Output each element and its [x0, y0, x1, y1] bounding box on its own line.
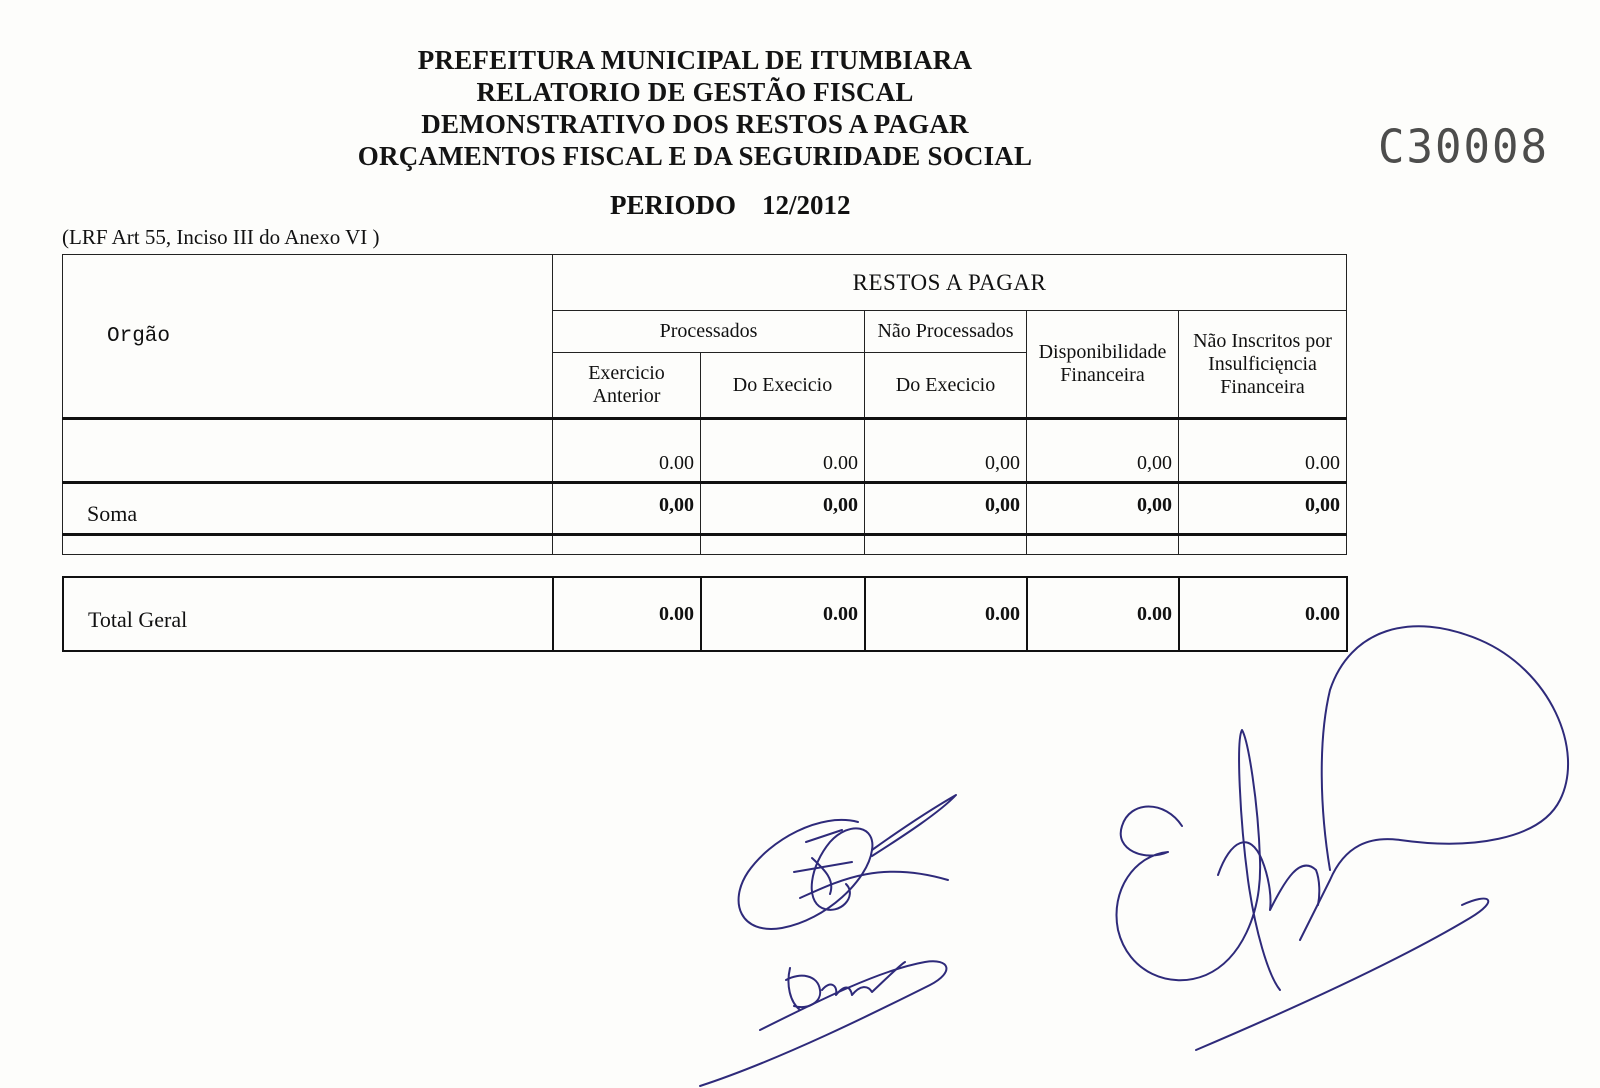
page-number-stamp: C30008	[1378, 120, 1549, 175]
heading-line-report: RELATORIO DE GESTÃO FISCAL	[476, 77, 914, 107]
soma-value: 0,00	[1179, 483, 1347, 535]
orgao-header: Orgão	[63, 255, 553, 419]
total-value: 0.00	[553, 577, 701, 651]
nao-inscritos-header: Não Inscritos por Insulficięncia Financeira	[1179, 311, 1347, 419]
do-exercicio-processados-header: Do Execicio	[701, 353, 865, 419]
cell-value: 0.00	[701, 419, 865, 483]
period-label: PERIODO	[610, 190, 737, 220]
legal-reference: (LRF Art 55, Inciso III do Anexo VI )	[62, 225, 380, 249]
period-value: 12/2012	[762, 190, 851, 220]
total-value: 0.00	[865, 577, 1027, 651]
soma-value: 0,00	[865, 483, 1027, 535]
heading-line-budgets: ORÇAMENTOS FISCAL E DA SEGURIDADE SOCIAL	[357, 141, 1033, 171]
heading-line-statement: DEMONSTRATIVO DOS RESTOS A PAGAR	[421, 109, 969, 139]
restos-a-pagar-header: RESTOS A PAGAR	[553, 255, 1347, 311]
total-value: 0.00	[1027, 577, 1179, 651]
soma-value: 0,00	[701, 483, 865, 535]
signature-right	[1116, 626, 1568, 1050]
soma-value: 0,00	[1027, 483, 1179, 535]
exercicio-anterior-header: Exercicio Anterior	[553, 353, 701, 419]
processados-header: Processados	[553, 311, 865, 353]
soma-value: 0,00	[553, 483, 701, 535]
nao-processados-header: Não Processados	[865, 311, 1027, 353]
total-value: 0.00	[1179, 577, 1347, 651]
total-geral-label: Total Geral	[63, 577, 553, 651]
cell-value: 0.00	[553, 419, 701, 483]
total-value: 0.00	[701, 577, 865, 651]
cell-value: 0.00	[1179, 419, 1347, 483]
signature-left	[700, 795, 956, 1086]
cell-value: 0,00	[1027, 419, 1179, 483]
cell-value: 0,00	[865, 419, 1027, 483]
disponibilidade-header: Disponibilidade Financeira	[1027, 311, 1179, 419]
soma-label: Soma	[63, 483, 553, 535]
heading-line-municipality: PREFEITURA MUNICIPAL DE ITUMBIARA	[417, 45, 973, 75]
do-exercicio-nao-processados-header: Do Execicio	[865, 353, 1027, 419]
